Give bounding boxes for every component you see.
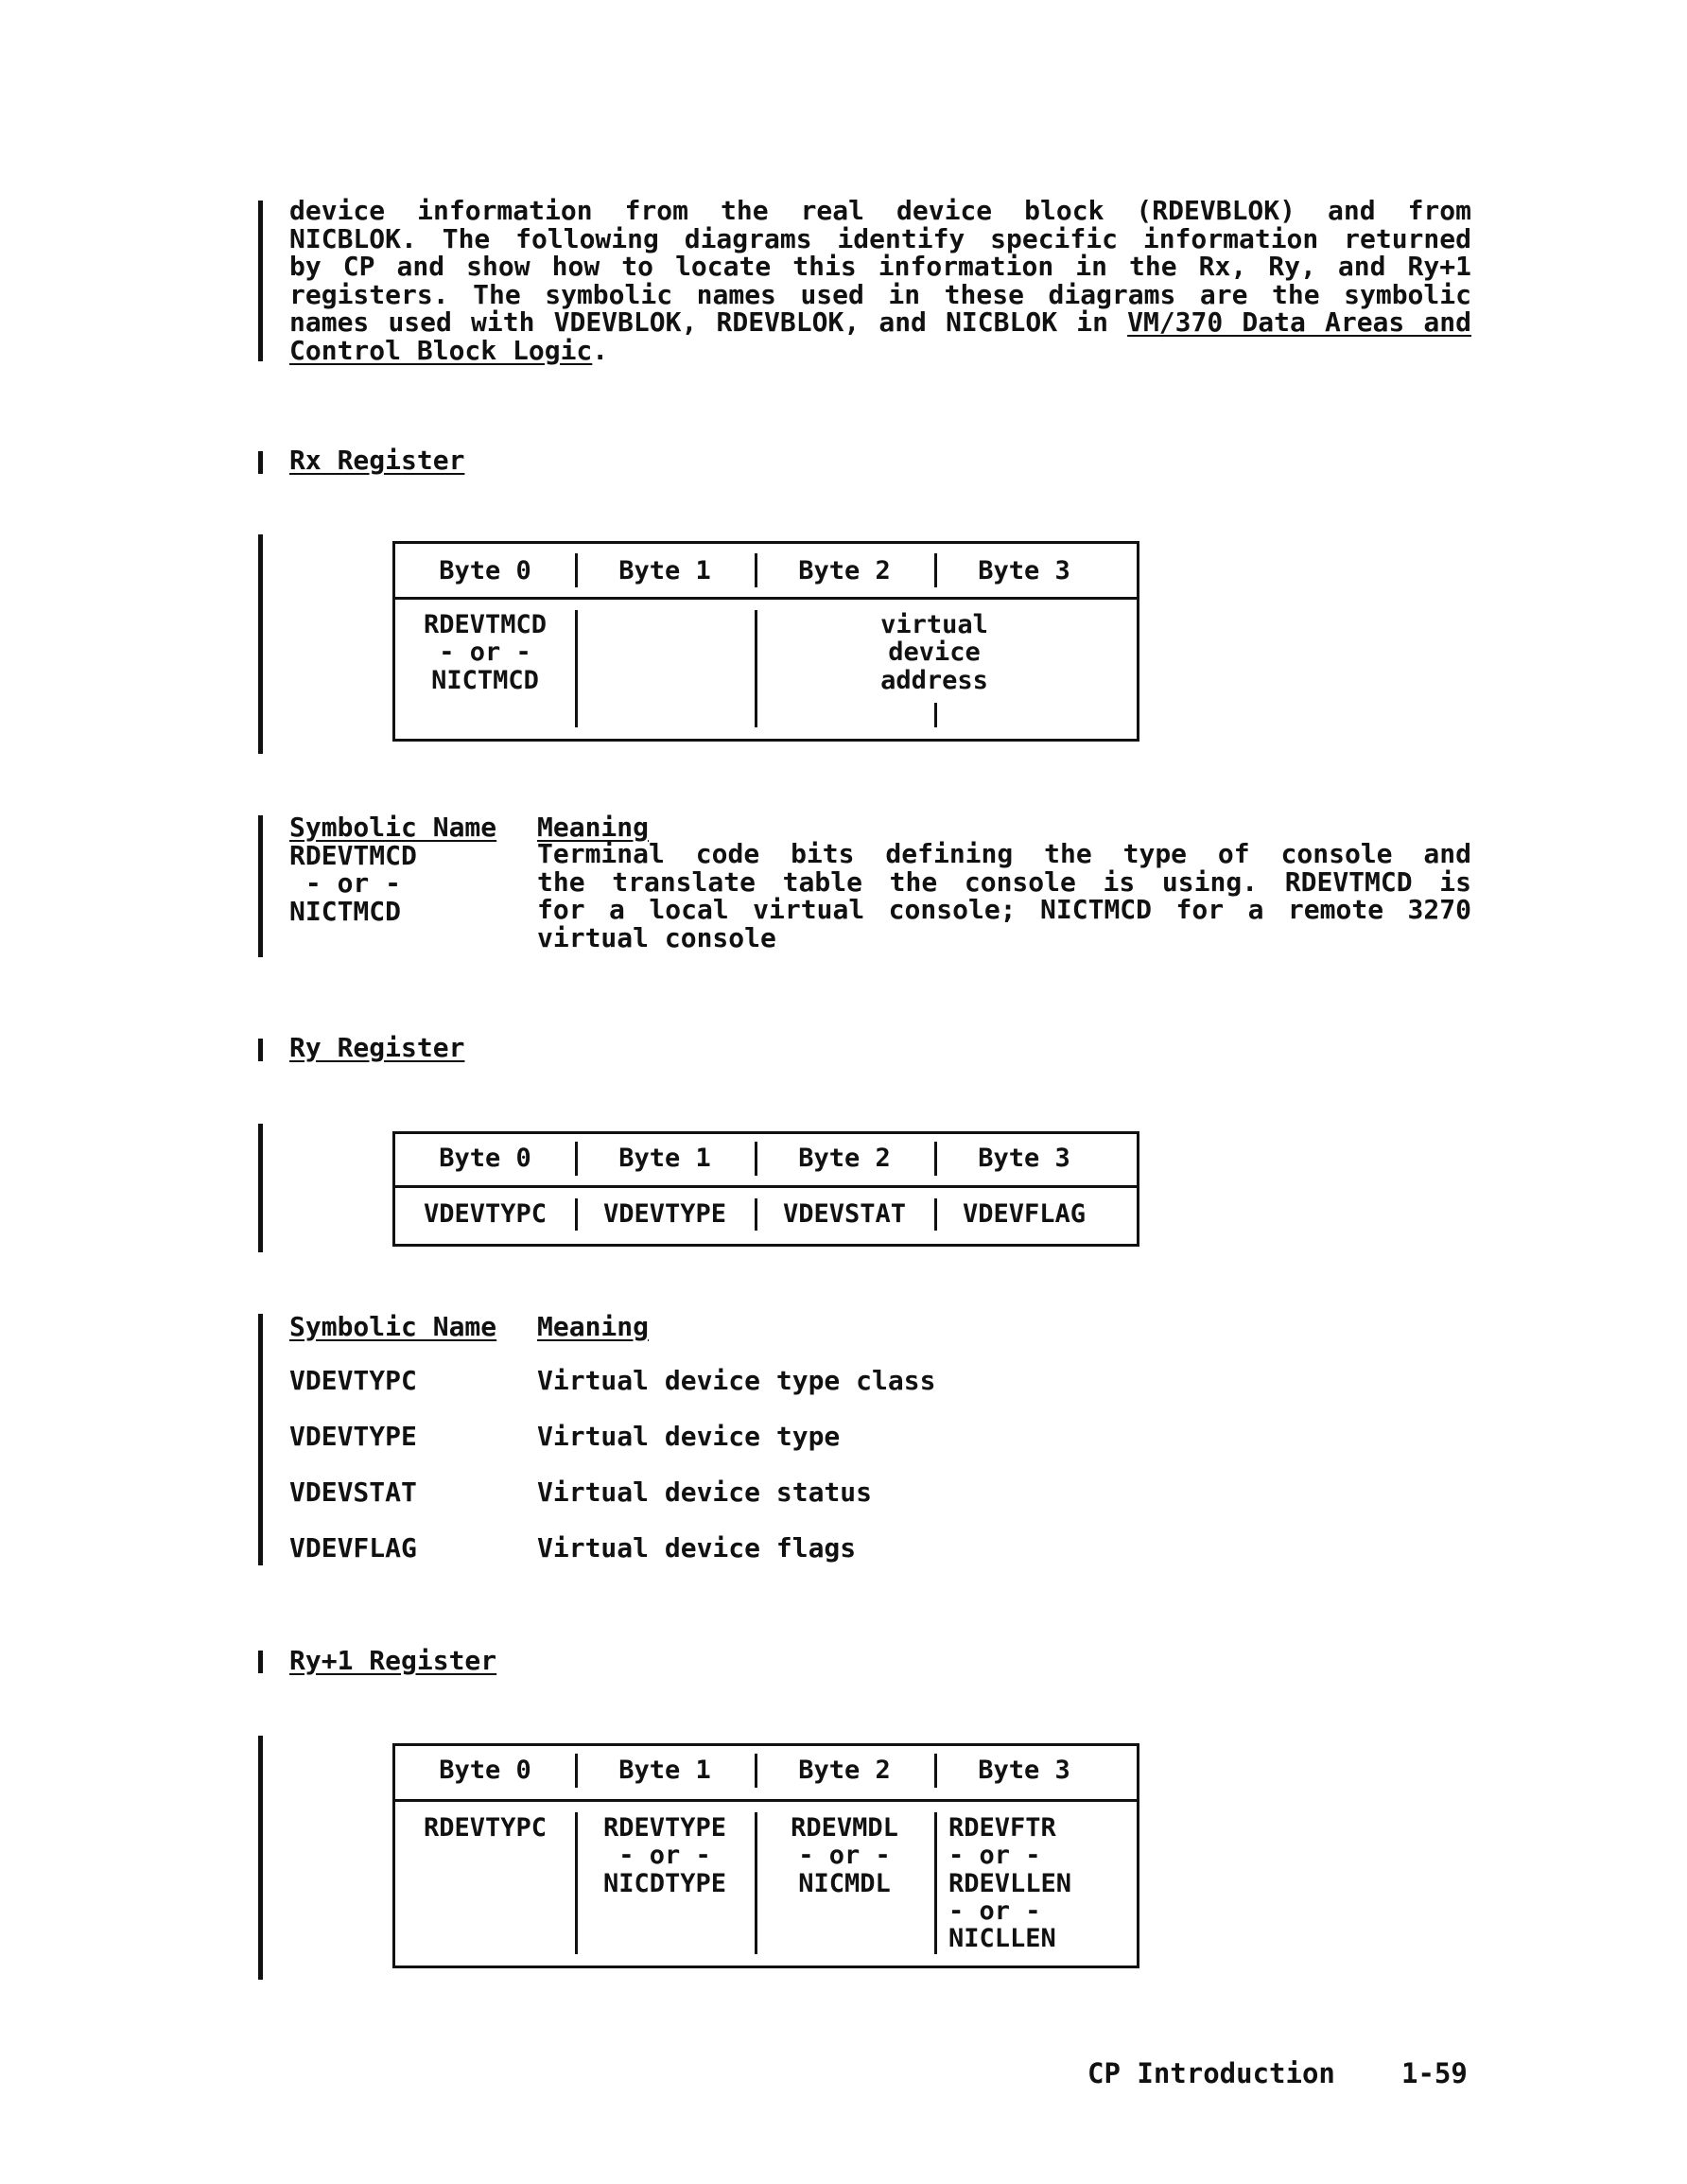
revision-bar [258,451,263,474]
field-value: NICDTYPE [602,1869,727,1898]
byte-header: Byte 0 [439,1144,531,1173]
field-value: device [888,638,981,667]
meaning-text: Virtual device status [537,1476,873,1508]
meaning-line: virtual console [537,921,776,953]
cell-divider [934,553,937,587]
field-value: - or - [948,1841,1041,1870]
intro-line: NICBLOK. The following diagrams identify specific information returned [289,222,1471,254]
field-value: RDEVLLEN [948,1869,1072,1898]
byte-header: Byte 1 [618,1756,711,1785]
cell-divider [934,703,937,727]
field-value: virtual [880,610,988,639]
symbolic-name: VDEVTYPE [289,1421,417,1452]
revision-bar [258,1651,263,1673]
cell-divider [755,553,757,587]
intro-line [289,308,1471,337]
field-value: RDEVTYPE [602,1813,727,1843]
meaning-text: Virtual device flags [537,1532,857,1564]
byte-header: Byte 3 [978,556,1070,585]
byte-header: Byte 2 [798,1756,891,1785]
cell-divider [755,1142,757,1176]
byte-header: Byte 1 [618,556,711,585]
byte-header: Byte 0 [439,556,531,585]
legend-header-meaning: Meaning [537,812,650,843]
intro-text: names used with VDEVBLOK, RDEVBLOK, and NICBLOK in [289,306,1128,338]
meaning-text: Virtual device type class [537,1365,936,1396]
ry1-register-diagram [392,1743,1139,1968]
field-value: RDEVMDL [791,1813,898,1843]
header-rule [395,1185,1137,1188]
field-value: - or - [439,638,531,667]
rx-register-diagram [392,541,1139,742]
header-rule [395,1799,1137,1802]
symbolic-name: - or - [289,867,402,899]
legend-header-name: Symbolic Name [289,1311,497,1342]
byte-header: Byte 2 [798,556,891,585]
symbolic-name: NICTMCD [289,896,402,927]
cell-divider [755,1754,757,1788]
byte-header: Byte 1 [618,1144,711,1173]
cell-divider [934,1142,937,1176]
footer-title: CP Introduction [1087,2057,1335,2089]
meaning-text: Virtual device type [537,1421,841,1452]
byte-header: Byte 2 [798,1144,891,1173]
page-number: 1-59 [1401,2057,1468,2089]
intro-text: . [592,334,609,366]
revision-bar [258,1039,263,1061]
manual-reference: VM/370 Data Areas and [1127,306,1471,338]
header-rule [395,597,1137,600]
cell-divider [575,1754,578,1788]
meaning-line: Terminal code bits defining the type of console and [537,838,1471,869]
byte-header: Byte 3 [978,1756,1070,1785]
field-value: RDEVTYPC [423,1813,548,1843]
field-value: VDEVFLAG [962,1199,1087,1229]
cell-divider [575,553,578,587]
cell-divider [934,1754,937,1788]
revision-bar [258,815,263,957]
legend-header-meaning: Meaning [537,1311,650,1342]
intro-line: by CP and show how to locate this information in the Rx, Ry, and Ry+1 [289,251,1471,282]
intro-paragraph [289,197,1471,364]
cell-divider [575,610,578,727]
meaning-text [537,840,1471,952]
symbolic-name: RDEVTMCD [289,840,417,871]
symbolic-name: VDEVTYPC [289,1365,417,1396]
intro-line: registers. The symbolic names used in these diagrams are the symbolic [289,278,1471,310]
byte-header: Byte 3 [978,1144,1070,1173]
revision-bar [258,1314,263,1565]
revision-bar [258,201,263,361]
legend-header-name: Symbolic Name [289,812,497,843]
field-value: - or - [798,1841,891,1870]
meaning-line: the translate table the console is using. RDEVTMCD is [537,865,1471,898]
field-value: NICLLEN [948,1924,1056,1953]
field-value: - or - [948,1896,1041,1926]
cell-divider [934,1812,937,1954]
field-value: VDEVSTAT [782,1199,907,1229]
meaning-line: for a local virtual console; NICTMCD for a remote 3270 [537,894,1471,925]
revision-bar [258,534,263,754]
field-value: NICMDL [798,1869,891,1898]
field-value: address [880,666,988,695]
symbolic-name: VDEVSTAT [289,1476,417,1508]
intro-line: device information from the real device block (RDEVBLOK) and from [289,195,1471,226]
ry-register-heading: Ry Register [289,1032,465,1063]
field-value: - or - [618,1841,711,1870]
ry1-register-heading: Ry+1 Register [289,1645,497,1676]
rx-register-heading: Rx Register [289,445,465,476]
field-value: RDEVFTR [948,1813,1056,1843]
manual-reference: Control Block Logic [289,334,593,366]
ry-register-diagram [392,1131,1139,1247]
revision-bar [258,1124,263,1252]
revision-bar [258,1736,263,1980]
cell-divider [575,1142,578,1176]
intro-line [289,334,1471,366]
field-value: VDEVTYPC [423,1199,548,1229]
byte-header: Byte 0 [439,1756,531,1785]
field-value: NICTMCD [431,666,539,695]
field-value: VDEVTYPE [602,1199,727,1229]
symbolic-name: VDEVFLAG [289,1532,417,1564]
field-value: RDEVTMCD [423,610,548,639]
